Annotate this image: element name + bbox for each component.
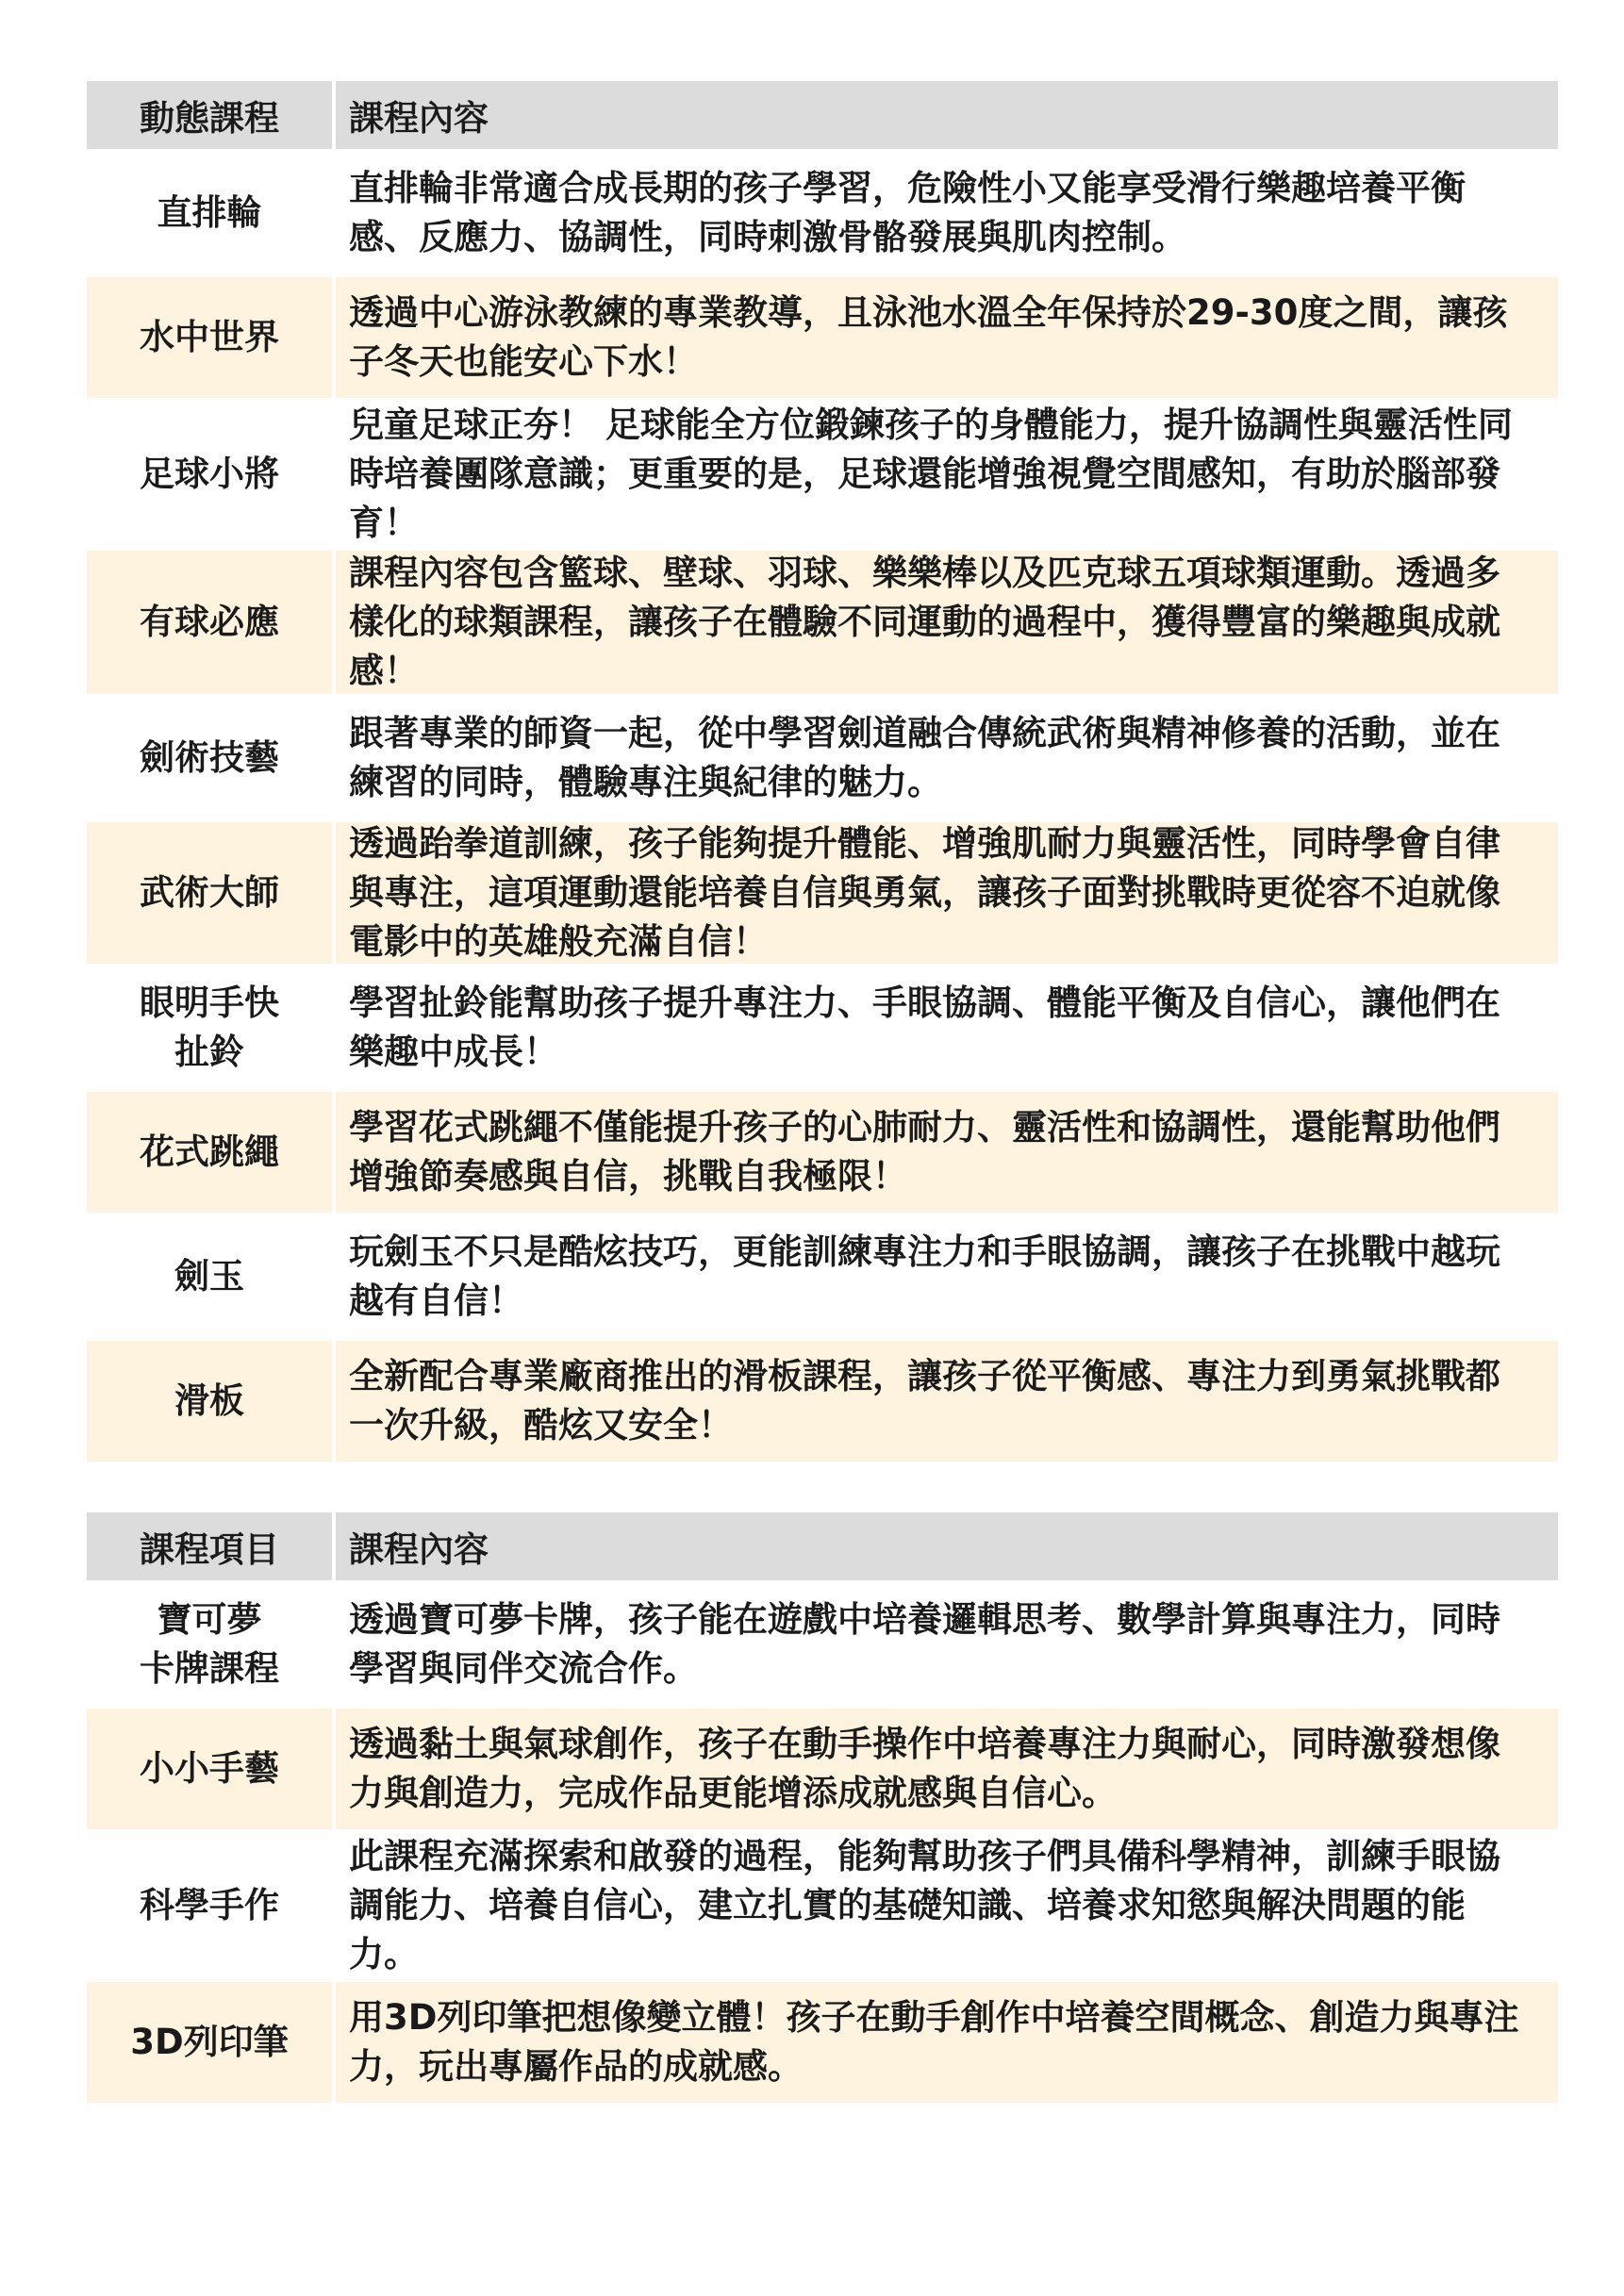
course-content-cell (332, 402, 1558, 547)
course-name-cell (87, 967, 332, 1088)
course-name-cell (87, 153, 332, 273)
course-description: 透過跆拳道訓練，孩子能夠提升體能、增強肌耐力與靈活性，同時學會自律與專注，這項運動還能培養自信與勇氣，讓孩子面對挑戰時更從容不迫就像電影中的英雄般充滿自信！ (349, 823, 1500, 962)
table-header-course-content: 課程內容 (332, 81, 1558, 149)
course-description: 用3D列印筆把想像變立體！孩子在動手創作中培養空間概念、創造力與專注力，玩出專屬作品的成就感。 (349, 1997, 1519, 2087)
course-name-cell (87, 402, 332, 547)
course-description: 跟著專業的師資一起，從中學習劍道融合傳統武術與精神修養的活動，並在練習的同時，體驗專注與紀律的魅力。 (349, 713, 1500, 802)
course-content-cell (332, 1584, 1558, 1705)
course-description: 玩劍玉不只是酷炫技巧，更能訓練專注力和手眼協調，讓孩子在挑戰中越玩越有自信！ (349, 1231, 1500, 1321)
course-description: 此課程充滿探索和啟發的過程，能夠幫助孩子們具備科學精神，訓練手眼協調能力、培養自信心，建立扎實的基礎知識、培養求知慾與解決問題的能力。 (349, 1836, 1500, 1974)
course-description: 直排輪非常適合成長期的孩子學習，危險性小又能享受滑行樂趣培養平衡感、反應力、協調性，同時刺激骨骼發展與肌肉控制。 (349, 168, 1466, 257)
table-header-course-item: 課程項目 (87, 1512, 332, 1580)
course-items-table (87, 1512, 1558, 2103)
course-name: 3D列印筆 (130, 2022, 289, 2062)
course-content-cell (332, 1092, 1558, 1213)
course-content-cell (332, 967, 1558, 1088)
course-name-cell (87, 551, 332, 694)
table-header-course-content: 課程內容 (332, 1512, 1558, 1580)
course-name: 有球必應 (140, 602, 279, 642)
course-name-cell (87, 1709, 332, 1829)
course-name-cell (87, 277, 332, 398)
dynamic-course-table (87, 81, 1558, 1462)
course-content-cell (332, 1833, 1558, 1978)
course-name: 直排輪 (157, 192, 262, 233)
course-name-cell (87, 1341, 332, 1462)
course-name: 足球小將 (140, 454, 279, 494)
course-description: 課程內容包含籃球、壁球、羽球、樂樂棒以及匹克球五項球類運動。透過多樣化的球類課程，讓孩子在體驗不同運動的過程中，獲得豐富的樂趣與成就感！ (349, 553, 1500, 691)
course-name: 小小手藝 (140, 1748, 279, 1789)
course-content-cell (332, 551, 1558, 694)
course-description: 透過黏土與氣球創作，孩子在動手操作中培養專注力與耐心，同時激發想像力與創造力，完成作品更能增添成就感與自信心。 (349, 1724, 1500, 1813)
course-name: 劍玉 (174, 1256, 244, 1297)
course-content-cell (332, 698, 1558, 818)
course-name: 科學手作 (140, 1885, 279, 1925)
course-name: 寶可夢 卡牌課程 (140, 1599, 279, 1689)
course-content-cell (332, 1982, 1558, 2103)
course-content-cell (332, 822, 1558, 964)
course-description: 透過寶可夢卡牌，孩子能在遊戲中培養邏輯思考、數學計算與專注力，同時學習與同伴交流合作。 (349, 1599, 1500, 1689)
course-name-cell (87, 1216, 332, 1337)
course-content-cell (332, 1341, 1558, 1462)
course-name: 滑板 (174, 1380, 244, 1421)
course-name: 劍術技藝 (140, 737, 279, 778)
course-name-cell (87, 1982, 332, 2103)
course-description: 學習扯鈴能幫助孩子提升專注力、手眼協調、體能平衡及自信心，讓他們在樂趣中成長！ (349, 983, 1500, 1072)
table-header-course-name: 動態課程 (87, 81, 332, 149)
course-name-cell (87, 822, 332, 964)
course-name: 花式跳繩 (140, 1131, 279, 1172)
course-content-cell (332, 153, 1558, 273)
course-description: 學習花式跳繩不僅能提升孩子的心肺耐力、靈活性和協調性，還能幫助他們增強節奏感與自信，挑戰自我極限！ (349, 1107, 1500, 1197)
course-content-cell (332, 1709, 1558, 1829)
course-name: 眼明手快 扯鈴 (140, 983, 279, 1072)
course-name-cell (87, 698, 332, 818)
course-name-cell (87, 1584, 332, 1705)
course-name: 武術大師 (140, 872, 279, 913)
course-description: 兒童足球正夯！ 足球能全方位鍛鍊孩子的身體能力，提升協調性與靈活性同時培養團隊意識；更重要的是，足球還能增強視覺空間感知，有助於腦部發育！ (349, 405, 1513, 543)
course-name-cell (87, 1092, 332, 1213)
course-name-cell (87, 1833, 332, 1978)
course-content-cell (332, 277, 1558, 398)
course-name: 水中世界 (140, 317, 279, 357)
course-description: 全新配合專業廠商推出的滑板課程，讓孩子從平衡感、專注力到勇氣挑戰都一次升級，酷炫又安全！ (349, 1356, 1500, 1445)
course-content-cell (332, 1216, 1558, 1337)
course-description: 透過中心游泳教練的專業教導，且泳池水溫全年保持於29-30度之間，讓孩子冬天也能安心下水！ (349, 292, 1508, 382)
